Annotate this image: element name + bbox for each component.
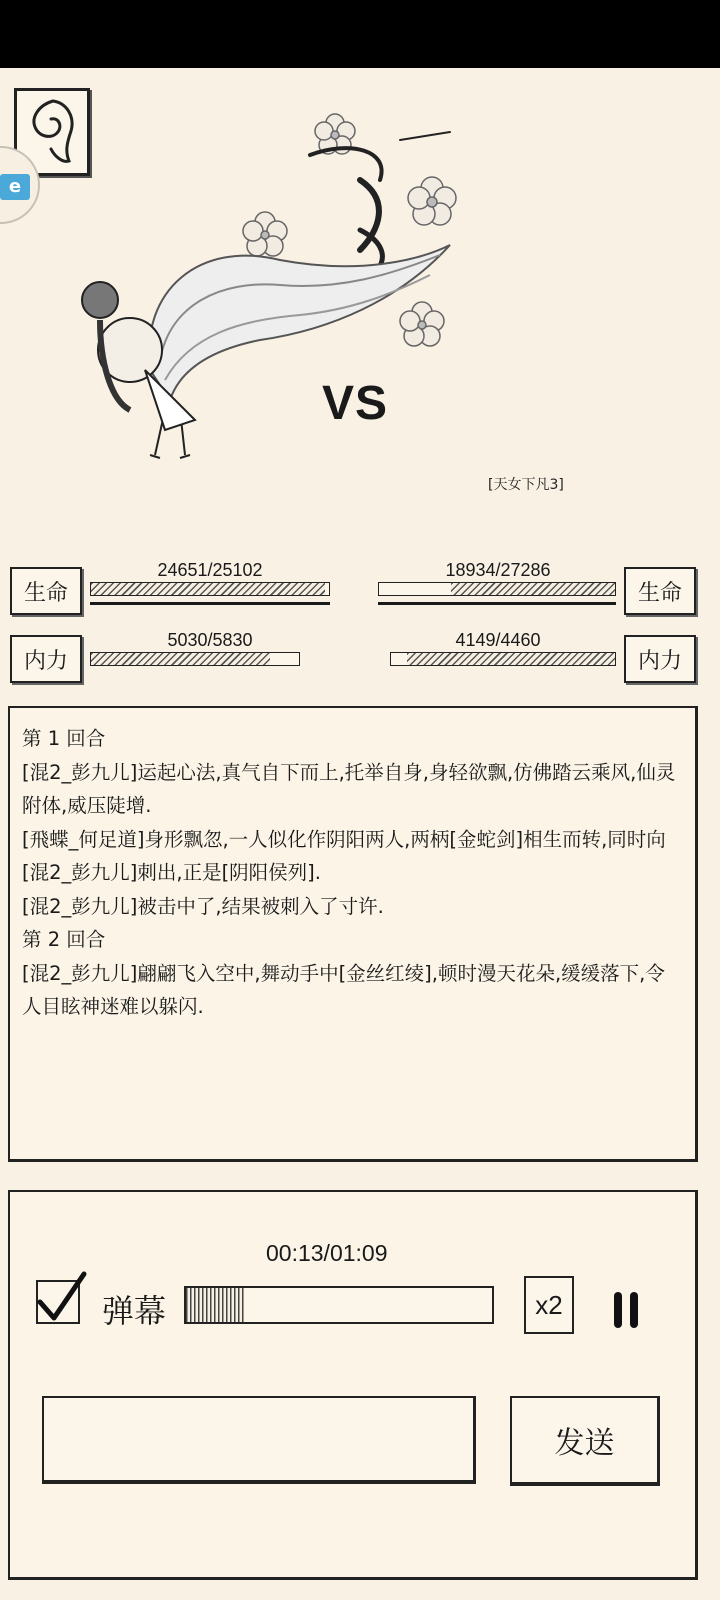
- playback-time: 00:13/01:09: [266, 1240, 388, 1266]
- send-button[interactable]: 发送: [510, 1396, 660, 1486]
- log-line: 第 1 回合: [22, 727, 106, 750]
- danmu-label: 弹幕: [102, 1292, 167, 1330]
- left-mp-bar: [90, 652, 300, 666]
- comment-input[interactable]: [42, 1396, 476, 1484]
- speed-button[interactable]: x2: [524, 1276, 574, 1334]
- enemy-name: [天女下凡3]: [488, 477, 564, 493]
- playback-progress-bar[interactable]: [184, 1286, 494, 1324]
- right-hp-bar: [378, 582, 616, 596]
- left-hp-bar-underline: [90, 602, 330, 605]
- pause-icon: [614, 1292, 622, 1328]
- left-hp-label: 生命: [10, 567, 82, 615]
- left-mp-label: 内力: [10, 635, 82, 683]
- log-line: [混2_彭九儿]运起心法,真气自下而上,托举自身,身轻欲飘,仿佛踏云乘风,仙灵附体,威压陡增.: [22, 760, 676, 817]
- right-hp-bar-underline: [378, 602, 616, 605]
- pause-button[interactable]: [612, 1292, 642, 1332]
- left-hp-value: 24651/25102: [157, 560, 263, 580]
- left-hp-bar: [90, 582, 330, 596]
- left-mp-value: 5030/5830: [167, 630, 253, 650]
- battle-scene: [60, 110, 480, 480]
- log-line: [混2_彭九儿]翩翩飞入空中,舞动手中[金丝红绫],顿时漫天花朵,缓缓落下,令人目眩神迷难以躲闪.: [22, 961, 665, 1018]
- right-mp-value: 4149/4460: [455, 630, 541, 650]
- pause-icon: [630, 1292, 638, 1328]
- battle-log[interactable]: [8, 706, 698, 1162]
- right-hp-value: 18934/27286: [445, 560, 551, 580]
- progress-fill: [186, 1288, 244, 1322]
- vs-label: VS: [322, 377, 389, 430]
- app-badge-icon: e: [0, 174, 30, 200]
- log-line: [飛蝶_何足道]身形飘忽,一人似化作阴阳两人,两柄[金蛇剑]相生而转,同时向[混2_彭九儿]刺出,正是[阴阳侯列].: [22, 827, 666, 884]
- right-mp-bar: [390, 652, 616, 666]
- log-line: [混2_彭九儿]被击中了,结果被刺入了寸许.: [22, 894, 384, 918]
- status-bar: [0, 0, 720, 68]
- checkmark-icon: [34, 1268, 90, 1324]
- right-hp-label: 生命: [624, 567, 696, 615]
- right-mp-label: 内力: [624, 635, 696, 683]
- log-line: 第 2 回合: [22, 928, 106, 951]
- danmu-checkbox[interactable]: [36, 1280, 80, 1324]
